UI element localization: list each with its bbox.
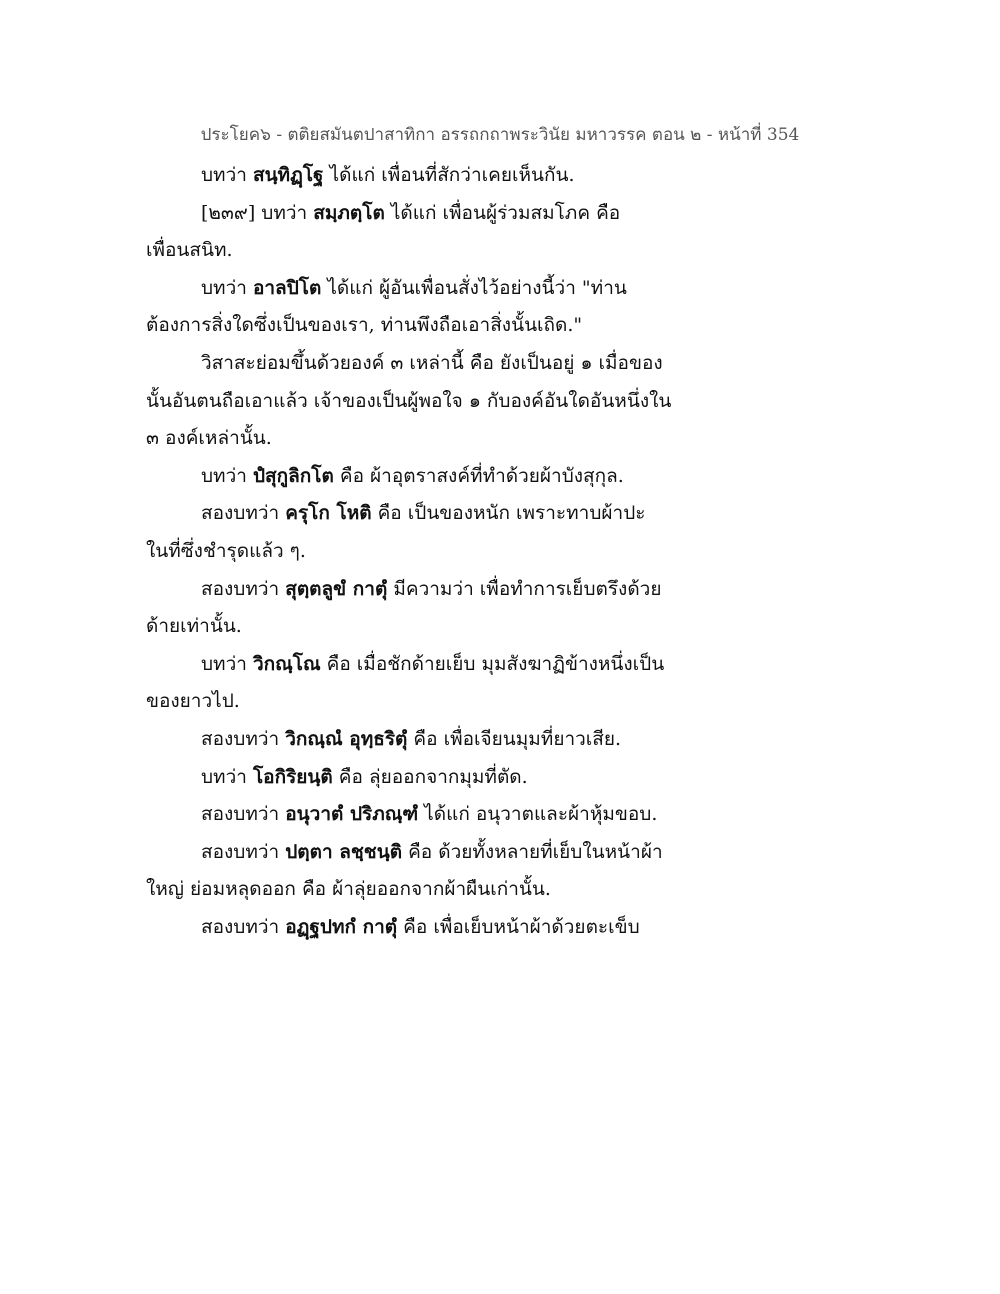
- text-line: [146, 458, 706, 496]
- text-line: [146, 495, 706, 533]
- text-segment: มีความว่า เพื่อทำการเย็บตรึงด้วย: [387, 577, 662, 600]
- text-segment: สองบทว่า: [201, 915, 286, 938]
- text-line: [146, 195, 706, 233]
- text-segment: บทว่า: [201, 765, 253, 788]
- text-line: [146, 420, 706, 458]
- body-text: [146, 157, 706, 946]
- text-line: [146, 834, 706, 872]
- pali-term: สุตฺตลูขํ กาตุํ: [285, 577, 388, 600]
- text-segment: สองบทว่า: [201, 840, 286, 863]
- pali-term: อฏฺฐปทกํ กาตุํ: [285, 915, 398, 938]
- text-segment: ของยาวไป.: [146, 690, 240, 713]
- text-line: [146, 571, 706, 609]
- text-segment: คือ เมื่อชักด้ายเย็บ มุมสังฆาฏิข้างหนึ่งเป็น: [320, 652, 665, 675]
- pali-term: ปตฺตา ลชฺชนฺติ: [285, 840, 403, 863]
- text-segment: สองบทว่า: [201, 803, 286, 826]
- text-line: [146, 307, 706, 345]
- text-segment: บทว่า: [201, 652, 253, 675]
- text-segment: ได้แก่ อนุวาตและผ้าหุ้มขอบ.: [418, 803, 658, 826]
- text-line: [146, 683, 706, 721]
- text-segment: ใหญ่ ย่อมหลุดออก คือ ผ้าลุ่ยออกจากผ้าผืนเก่านั้น.: [146, 878, 551, 901]
- text-line: [146, 796, 706, 834]
- text-segment: คือ ลุ่ยออกจากมุมที่ตัด.: [332, 765, 528, 788]
- text-segment: บทว่า: [201, 276, 253, 299]
- text-line: [146, 345, 706, 383]
- text-line: [146, 383, 706, 421]
- text-segment: ด้ายเท่านั้น.: [146, 615, 242, 638]
- text-line: [146, 533, 706, 571]
- pali-term: โอกิริยนฺติ: [252, 765, 333, 788]
- pali-term: อนุวาตํ ปริภณฺฑํ: [285, 803, 419, 826]
- pali-term: สนฺทิฏฺโฐ: [252, 164, 324, 186]
- text-segment: เพื่อนสนิท.: [146, 239, 233, 262]
- text-segment: นั้นอันตนถือเอาแล้ว เจ้าของเป็นผู้พอใจ ๑ กับองค์อันใดอันหนึ่งใน: [146, 389, 672, 412]
- text-segment: คือ เพื่อเจียนมุมที่ยาวเสีย.: [407, 727, 622, 750]
- text-segment: วิสาสะย่อมขึ้นด้วยองค์ ๓ เหล่านี้ คือ ยังเป็นอยู่ ๑ เมื่อของ: [201, 351, 663, 374]
- pali-term: วิกณฺโณ: [252, 652, 321, 675]
- text-segment: คือ เพื่อเย็บหน้าผ้าด้วยตะเข็บ: [397, 915, 640, 938]
- text-line: [146, 721, 706, 759]
- text-segment: บทว่า: [201, 464, 253, 487]
- text-line: [146, 871, 706, 909]
- text-segment: ต้องการสิ่งใดซึ่งเป็นของเรา, ท่านพึงถือเอาสิ่งนั้นเถิด.": [146, 314, 583, 337]
- pali-term: วิกณฺณํ อุทฺธริตุํ: [285, 727, 408, 750]
- text-segment: คือ ผ้าอุตราสงค์ที่ทำด้วยผ้าบังสุกุล.: [333, 464, 624, 487]
- text-segment: ได้แก่ ผู้อันเพื่อนสั่งไว้อย่างนี้ว่า "ท่าน: [321, 276, 627, 299]
- text-segment: ได้แก่ เพื่อนผู้ร่วมสมโภค คือ: [384, 201, 621, 224]
- page-header: ประโยค๖ - ตติยสมันตปาสาทิกา อรรถกถาพระวินัย มหาวรรค ตอน ๒ - หน้าที่ 354: [200, 125, 800, 145]
- text-segment: ๓ องค์เหล่านั้น.: [146, 427, 272, 450]
- text-segment: สองบทว่า: [201, 577, 286, 600]
- pali-term: ครุโก โหติ: [285, 502, 372, 525]
- text-segment: สองบทว่า: [201, 502, 286, 525]
- pali-term: สมฺภตฺโต: [313, 201, 385, 224]
- text-line: [146, 270, 706, 308]
- text-segment: [๒๓๙] บทว่า: [201, 201, 314, 224]
- text-segment: คือ ด้วยทั้งหลายที่เย็บในหน้าผ้า: [402, 840, 663, 863]
- text-segment: สองบทว่า: [201, 727, 286, 750]
- text-line: [146, 608, 706, 646]
- text-segment: คือ เป็นของหนัก เพราะทาบผ้าปะ: [371, 502, 646, 525]
- text-line: [146, 157, 706, 195]
- pali-term: ปํสุกูลิกโต: [252, 464, 334, 487]
- pali-term: อาลปิโต: [252, 276, 322, 299]
- text-line: [146, 232, 706, 270]
- text-segment: ในที่ซึ่งชำรุดแล้ว ๆ.: [146, 539, 306, 562]
- text-line: [146, 759, 706, 797]
- text-segment: บทว่า: [201, 164, 253, 186]
- text-line: [146, 646, 706, 684]
- text-line: [146, 909, 706, 947]
- text-segment: ได้แก่ เพื่อนที่สักว่าเคยเห็นกัน.: [323, 164, 575, 186]
